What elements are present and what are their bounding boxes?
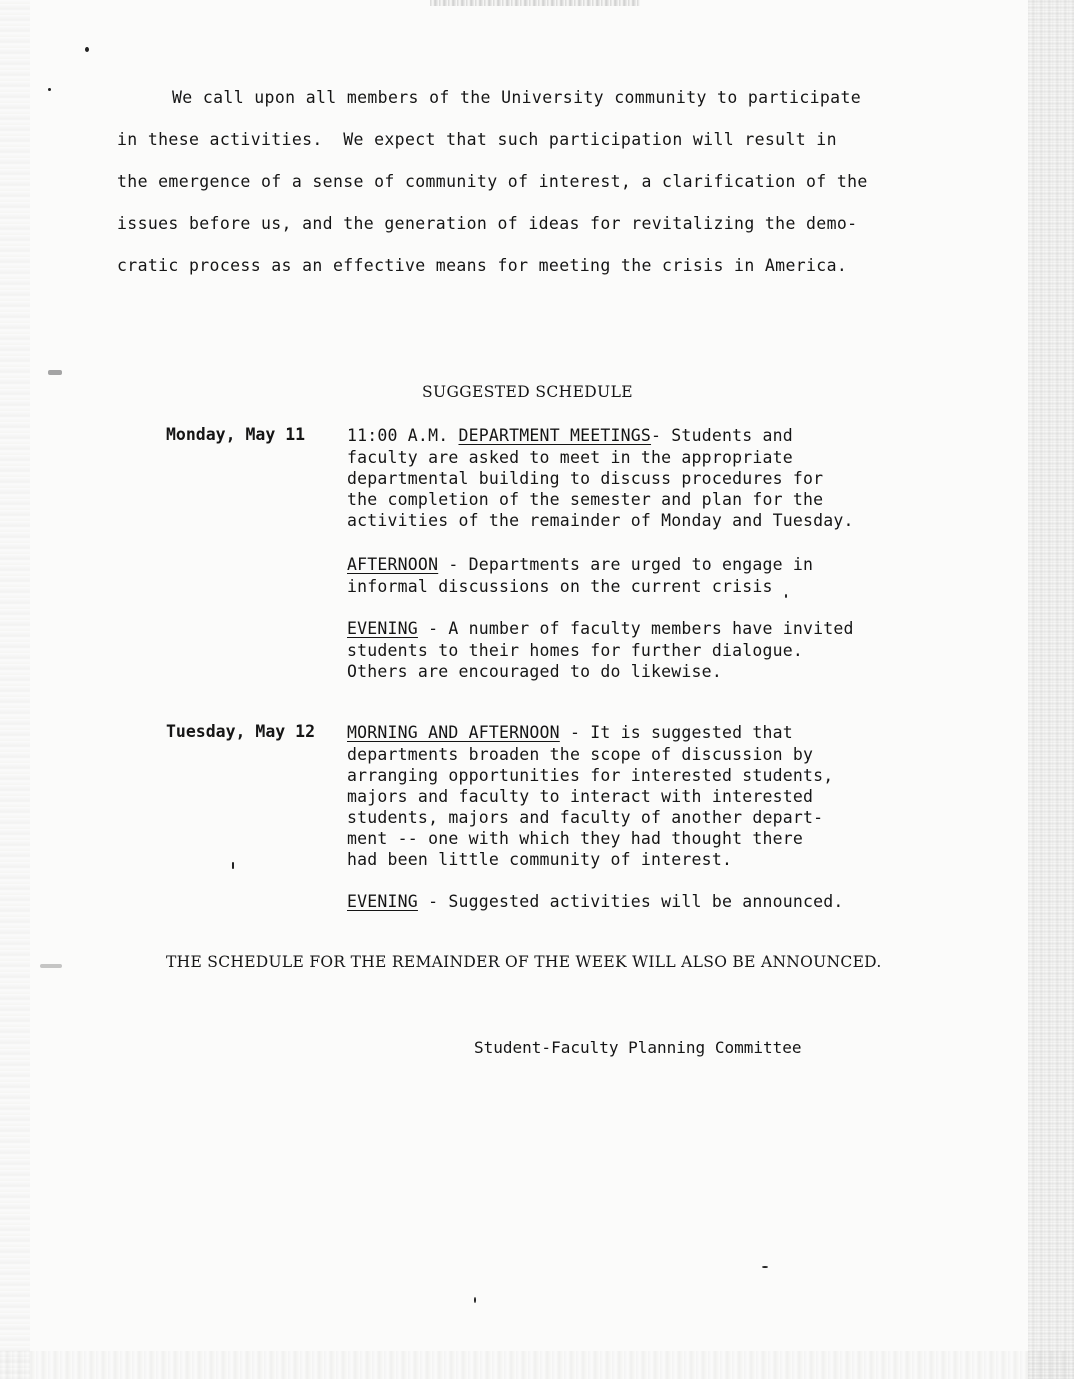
morning-title: MORNING AND AFTERNOON — [347, 723, 560, 742]
scan-speck — [232, 862, 234, 869]
dept-time: 11:00 A.M. — [347, 426, 459, 445]
tuesday-evening-title: EVENING — [347, 892, 418, 911]
dept-first-text: - Students and — [651, 426, 793, 445]
tuesday-morning-line: students, majors and faculty of another depart- — [347, 808, 824, 827]
monday-dept-first-line — [347, 425, 793, 446]
intro-line-5: cratic process as an effective means for meeting the crisis in America. — [117, 256, 848, 275]
tuesday-label: Tuesday, May 12 — [166, 722, 316, 741]
monday-evening-first-text: - A number of faculty members have invited — [417, 619, 854, 638]
monday-dept-line: activities of the remainder of Monday and Tuesday. — [347, 511, 854, 530]
monday-dept-line: the completion of the semester and plan for the — [347, 490, 824, 509]
tuesday-morning-first-line — [347, 722, 793, 743]
scan-speck — [40, 964, 62, 968]
dept-title: DEPARTMENT MEETINGS — [458, 426, 652, 445]
scan-edge-right — [1028, 0, 1074, 1379]
tuesday-morning-line: arranging opportunities for interested students, — [347, 766, 834, 785]
signature: Student-Faculty Planning Committee — [474, 1038, 802, 1057]
afternoon-title: AFTERNOON — [347, 555, 439, 574]
monday-afternoon-first-line — [347, 554, 813, 575]
scan-speck — [48, 370, 62, 375]
scan-speck — [762, 1266, 768, 1268]
tuesday-evening-first-line — [347, 891, 844, 912]
scan-speck — [785, 594, 787, 598]
tuesday-morning-line: ment -- one with which they had thought there — [347, 829, 804, 848]
tuesday-morning-line: departments broaden the scope of discussion by — [347, 745, 814, 764]
monday-label: Monday, May 11 — [166, 425, 306, 444]
monday-dept-line: departmental building to discuss procedures for — [347, 469, 824, 488]
monday-dept-line: faculty are asked to meet in the appropriate — [347, 448, 793, 467]
morning-first-text: - It is suggested that — [559, 723, 793, 742]
scan-edge-top — [430, 0, 640, 6]
monday-evening-title: EVENING — [347, 619, 418, 638]
intro-line-3: the emergence of a sense of community of interest, a clarification of the — [117, 172, 868, 191]
monday-evening-line: students to their homes for further dialogue. — [347, 641, 804, 660]
afternoon-first-text: - Departments are urged to engage in — [438, 555, 814, 574]
closing-announcement: THE SCHEDULE FOR THE REMAINDER OF THE WEEK WILL ALSO BE ANNOUNCED. — [166, 953, 882, 971]
tuesday-morning-line: had been little community of interest. — [347, 850, 733, 869]
intro-line-1: We call upon all members of the University community to participate — [172, 88, 862, 107]
intro-line-4: issues before us, and the generation of ideas for revitalizing the demo- — [117, 214, 858, 233]
tuesday-evening-first-text: - Suggested activities will be announced. — [417, 892, 844, 911]
tuesday-morning-line: majors and faculty to interact with interested — [347, 787, 814, 806]
scan-speck — [48, 88, 51, 91]
scan-edge-left — [0, 0, 30, 1379]
intro-line-2: in these activities. We expect that such participation will result in — [117, 130, 837, 149]
scan-speck — [474, 1297, 476, 1303]
scan-speck — [85, 47, 89, 52]
monday-afternoon-line: informal discussions on the current crisis — [347, 577, 773, 596]
scan-edge-bottom — [0, 1351, 1074, 1379]
schedule-heading: SUGGESTED SCHEDULE — [422, 383, 633, 401]
monday-evening-line: Others are encouraged to do likewise. — [347, 662, 722, 681]
monday-evening-first-line — [347, 618, 854, 639]
